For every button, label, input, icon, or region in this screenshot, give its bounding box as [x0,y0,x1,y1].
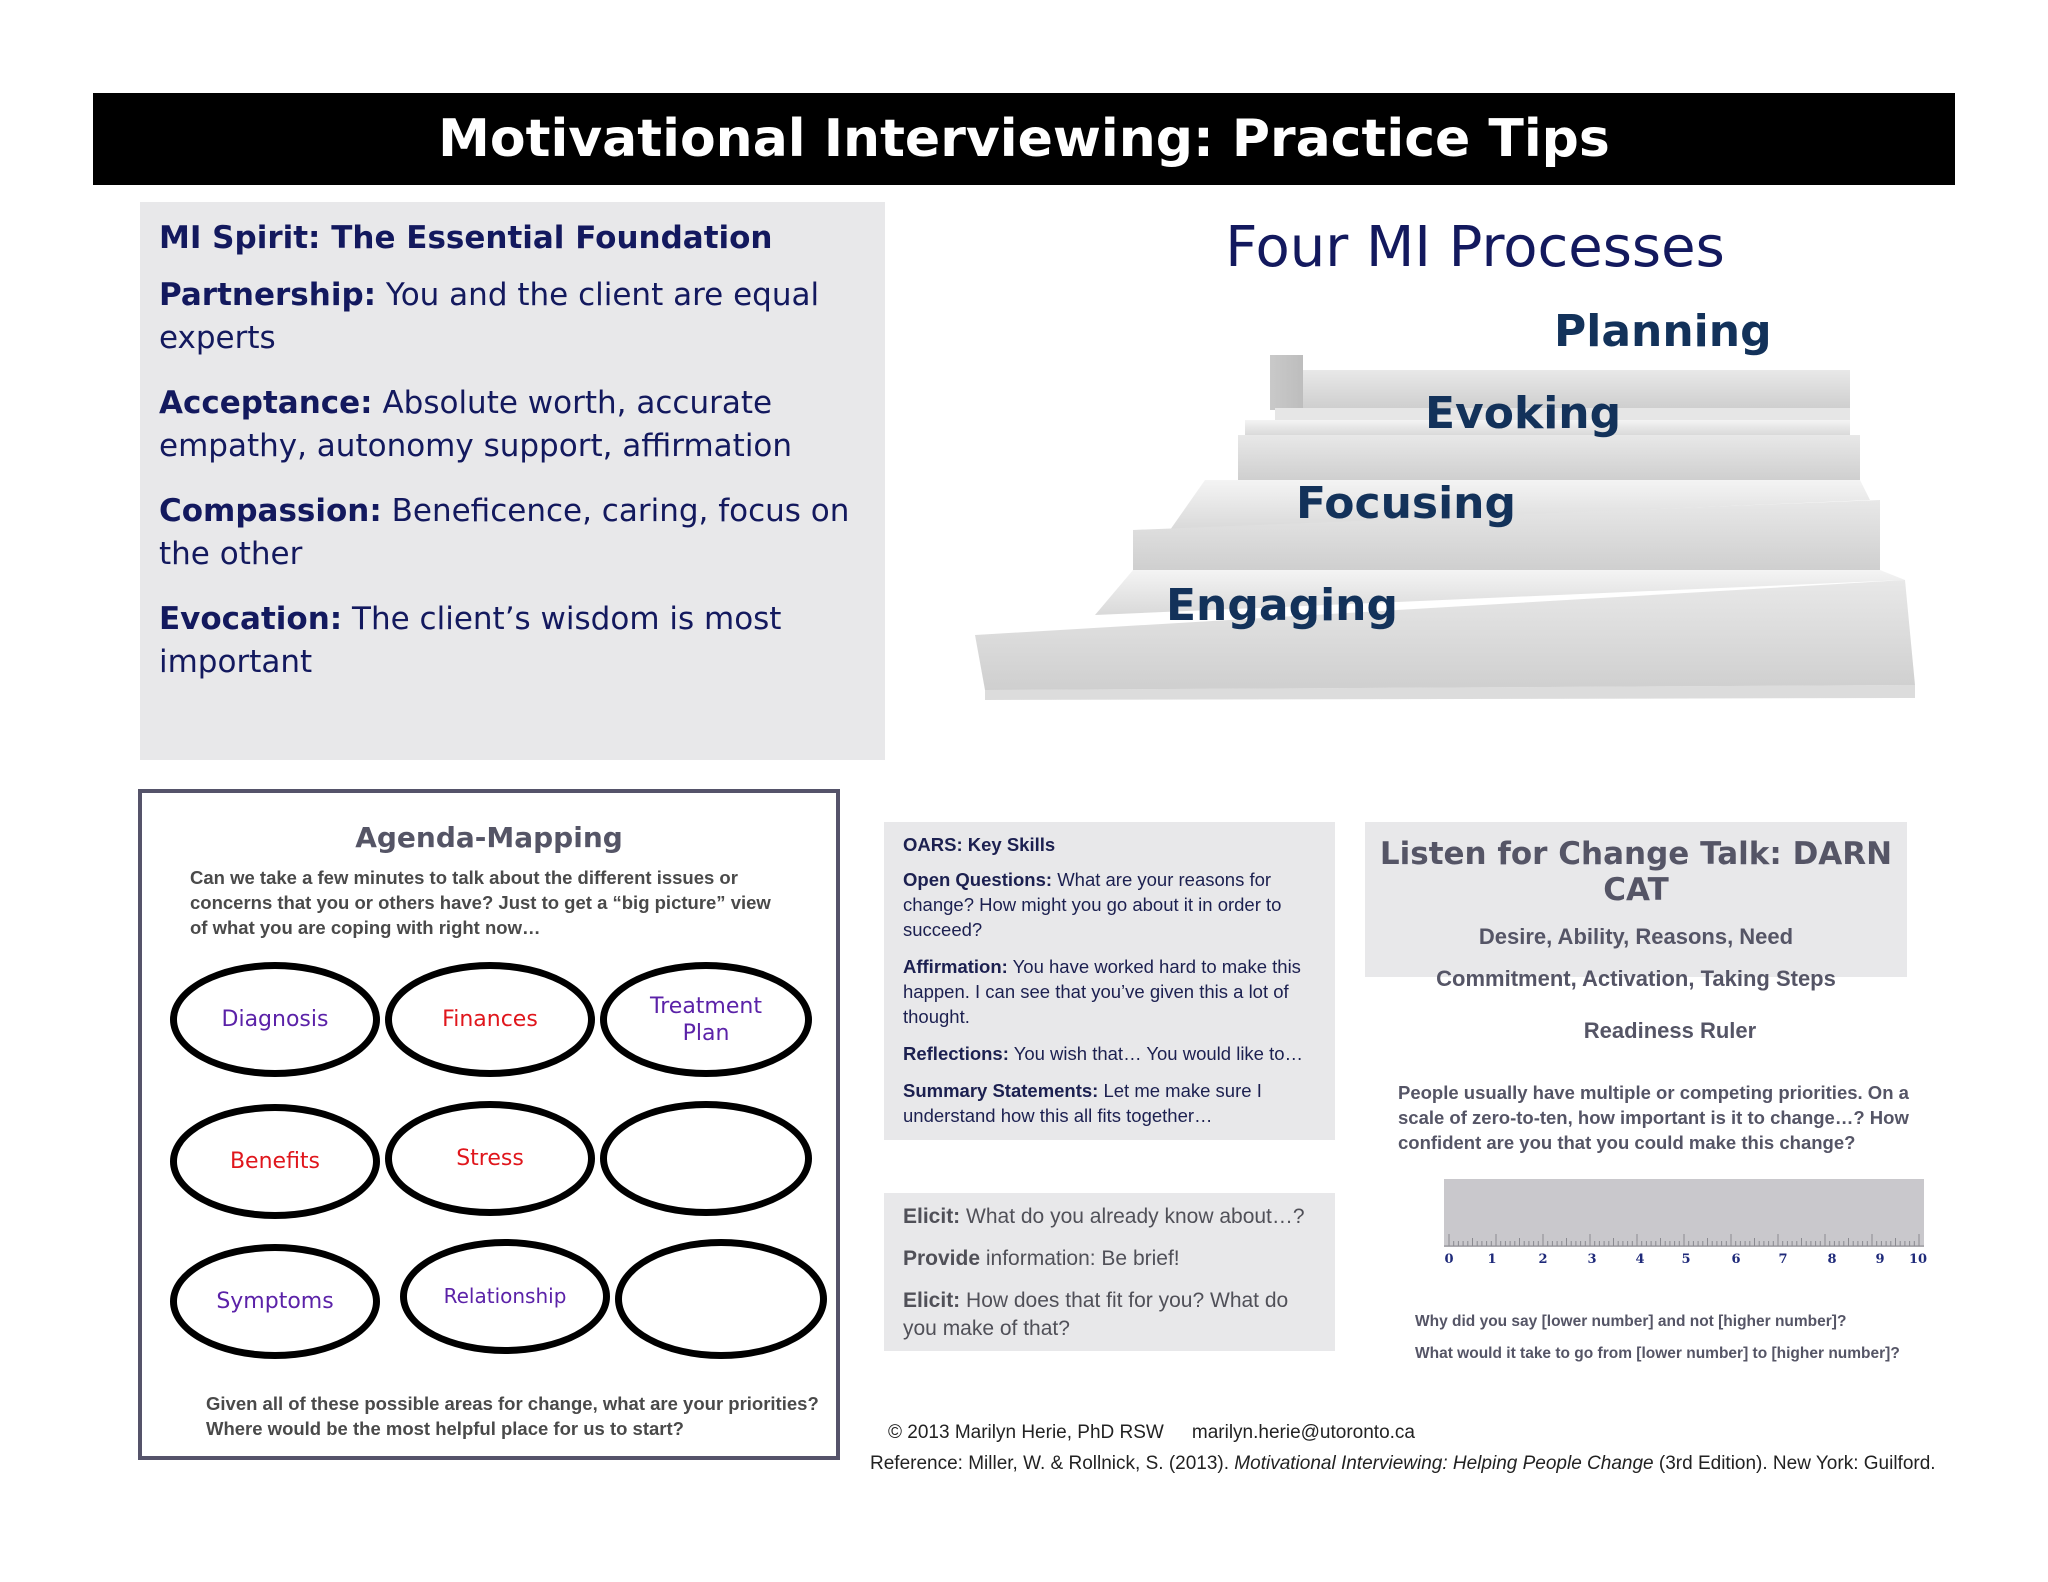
epe-text: information: Be brief! [985,1247,1180,1270]
epe-term: Elicit: [903,1205,961,1228]
agenda-closing: Given all of these possible areas for change, what are your priorities? Where would be the most helpful place for us to start? [206,1393,819,1439]
oars-item [903,954,1321,1029]
oval-empty [615,1239,827,1359]
oval-label: Benefits [229,1149,321,1174]
spirit-item-partnership [159,274,865,360]
ruler-question-2: What would it take to go from [lower number] to [higher number]? [1415,1345,1900,1362]
oval-label: Relationship [443,1284,567,1308]
reference-title: Motivational Interviewing: Helping People Change [1234,1453,1654,1474]
ruler-tick-label: 9 [1875,1252,1885,1267]
spirit-text: You and the client are equal experts [159,277,820,356]
oars-item [903,1041,1321,1066]
copyright-text: © 2013 Marilyn Herie, PhD RSW [888,1422,1164,1443]
oars-term: Open Questions: [903,869,1053,890]
oval-benefits [170,1104,380,1219]
copyright [888,1422,1415,1444]
ruler-ticks [1444,1232,1924,1250]
mi-spirit-panel [140,202,885,760]
step-evoking: Evoking [1425,388,1622,439]
ruler-tick-label: 6 [1731,1252,1741,1267]
agenda-intro: Can we take a few minutes to talk about the different issues or concerns that you or others have? Just to get a “big picture” view of what you are coping with right now… [190,867,771,938]
oval-label: Stress [456,1146,524,1171]
oval-label: Treatment Plan [650,993,762,1046]
elicit-provide-elicit-panel [884,1193,1335,1351]
page-title: Motivational Interviewing: Practice Tips [93,93,1955,185]
agenda-title: Agenda-Mapping [355,821,623,854]
cat-line: Commitment, Activation, Taking Steps [1436,966,1836,991]
change-talk-title: Listen for Change Talk: DARN CAT [1379,836,1893,908]
reference-suffix: (3rd Edition). New York: Guilford. [1653,1453,1936,1474]
ruler-tick-label: 2 [1538,1252,1548,1267]
spirit-text: The client’s wisdom is most important [159,601,782,680]
epe-term: Elicit: [903,1289,961,1312]
oval-label: Finances [442,1007,538,1032]
step-engaging: Engaging [1166,580,1398,631]
oval-stress [385,1101,595,1216]
ruler-question-1: Why did you say [lower number] and not [higher number]? [1415,1313,1847,1330]
oval-label: Symptoms [216,1289,334,1314]
step-planning: Planning [1554,306,1772,357]
spirit-text: Absolute worth, accurate empathy, autonomy support, affirmation [159,385,793,464]
spirit-term: Evocation: [159,601,343,637]
epe-item [903,1245,1321,1273]
mi-spirit-heading: MI Spirit: The Essential Foundation [159,220,773,256]
epe-text: How does that fit for you? What do you make of that? [903,1289,1289,1340]
spirit-term: Partnership: [159,277,377,313]
ruler-tick-label: 5 [1681,1252,1691,1267]
oars-item [903,1078,1321,1128]
oval-finances [385,962,595,1077]
change-talk-panel [1365,822,1907,991]
epe-term: Provide [903,1247,981,1270]
oval-label: Diagnosis [221,1007,329,1032]
oars-term: Summary Statements: [903,1080,1099,1101]
oars-panel [884,822,1335,1140]
step-focusing: Focusing [1296,478,1516,529]
agenda-mapping-panel [138,789,840,1460]
epe-item [903,1287,1321,1343]
epe-item [903,1203,1321,1231]
oval-empty [600,1101,812,1216]
spirit-term: Compassion: [159,493,382,529]
oars-item [903,867,1321,942]
readiness-ruler-title: Readiness Ruler [1583,1018,1757,1043]
spirit-item-compassion [159,490,865,576]
reference [870,1453,1936,1475]
spirit-item-acceptance [159,382,865,468]
oval-symptoms [170,1244,380,1359]
processes-title: Four MI Processes [1225,215,1725,280]
oars-heading: OARS: Key Skills [903,834,1056,855]
oars-text: You wish that… You would like to… [1013,1043,1304,1064]
spirit-item-evocation [159,598,865,684]
ruler-tick-label: 3 [1587,1252,1597,1267]
oval-treatment-plan [600,962,812,1077]
ruler-tick-label: 10 [1908,1252,1928,1267]
author-email[interactable]: marilyn.herie@utoronto.ca [1191,1422,1415,1443]
oars-text: What are your reasons for change? How might you go about it in order to succeed? [903,869,1282,940]
spirit-text: Beneficence, caring, focus on the other [159,493,850,572]
oval-diagnosis [170,962,380,1077]
ruler-tick-label: 8 [1827,1252,1837,1267]
ruler-tick-label: 4 [1635,1252,1645,1267]
readiness-ruler-text: People usually have multiple or competing priorities. On a scale of zero-to-ten, how important is it to change…? How confident are you that you could make this change? [1398,1082,1909,1153]
ruler-tick-label: 7 [1778,1252,1788,1267]
epe-text: What do you already know about…? [966,1205,1305,1228]
reference-prefix: Reference: Miller, W. & Rollnick, S. (2013). [870,1453,1235,1474]
spirit-term: Acceptance: [159,385,373,421]
oars-term: Affirmation: [903,956,1008,977]
ruler-tick-label: 0 [1444,1252,1454,1267]
ruler-tick-label: 1 [1487,1252,1497,1267]
oars-text: You have worked hard to make this happen. I can see that you’ve given this a lot of thought. [903,956,1301,1027]
darn-line: Desire, Ability, Reasons, Need [1478,924,1794,949]
oars-term: Reflections: [903,1043,1009,1064]
oval-relationship [400,1239,610,1354]
oars-text: Let me make sure I understand how this all fits together… [903,1080,1262,1126]
